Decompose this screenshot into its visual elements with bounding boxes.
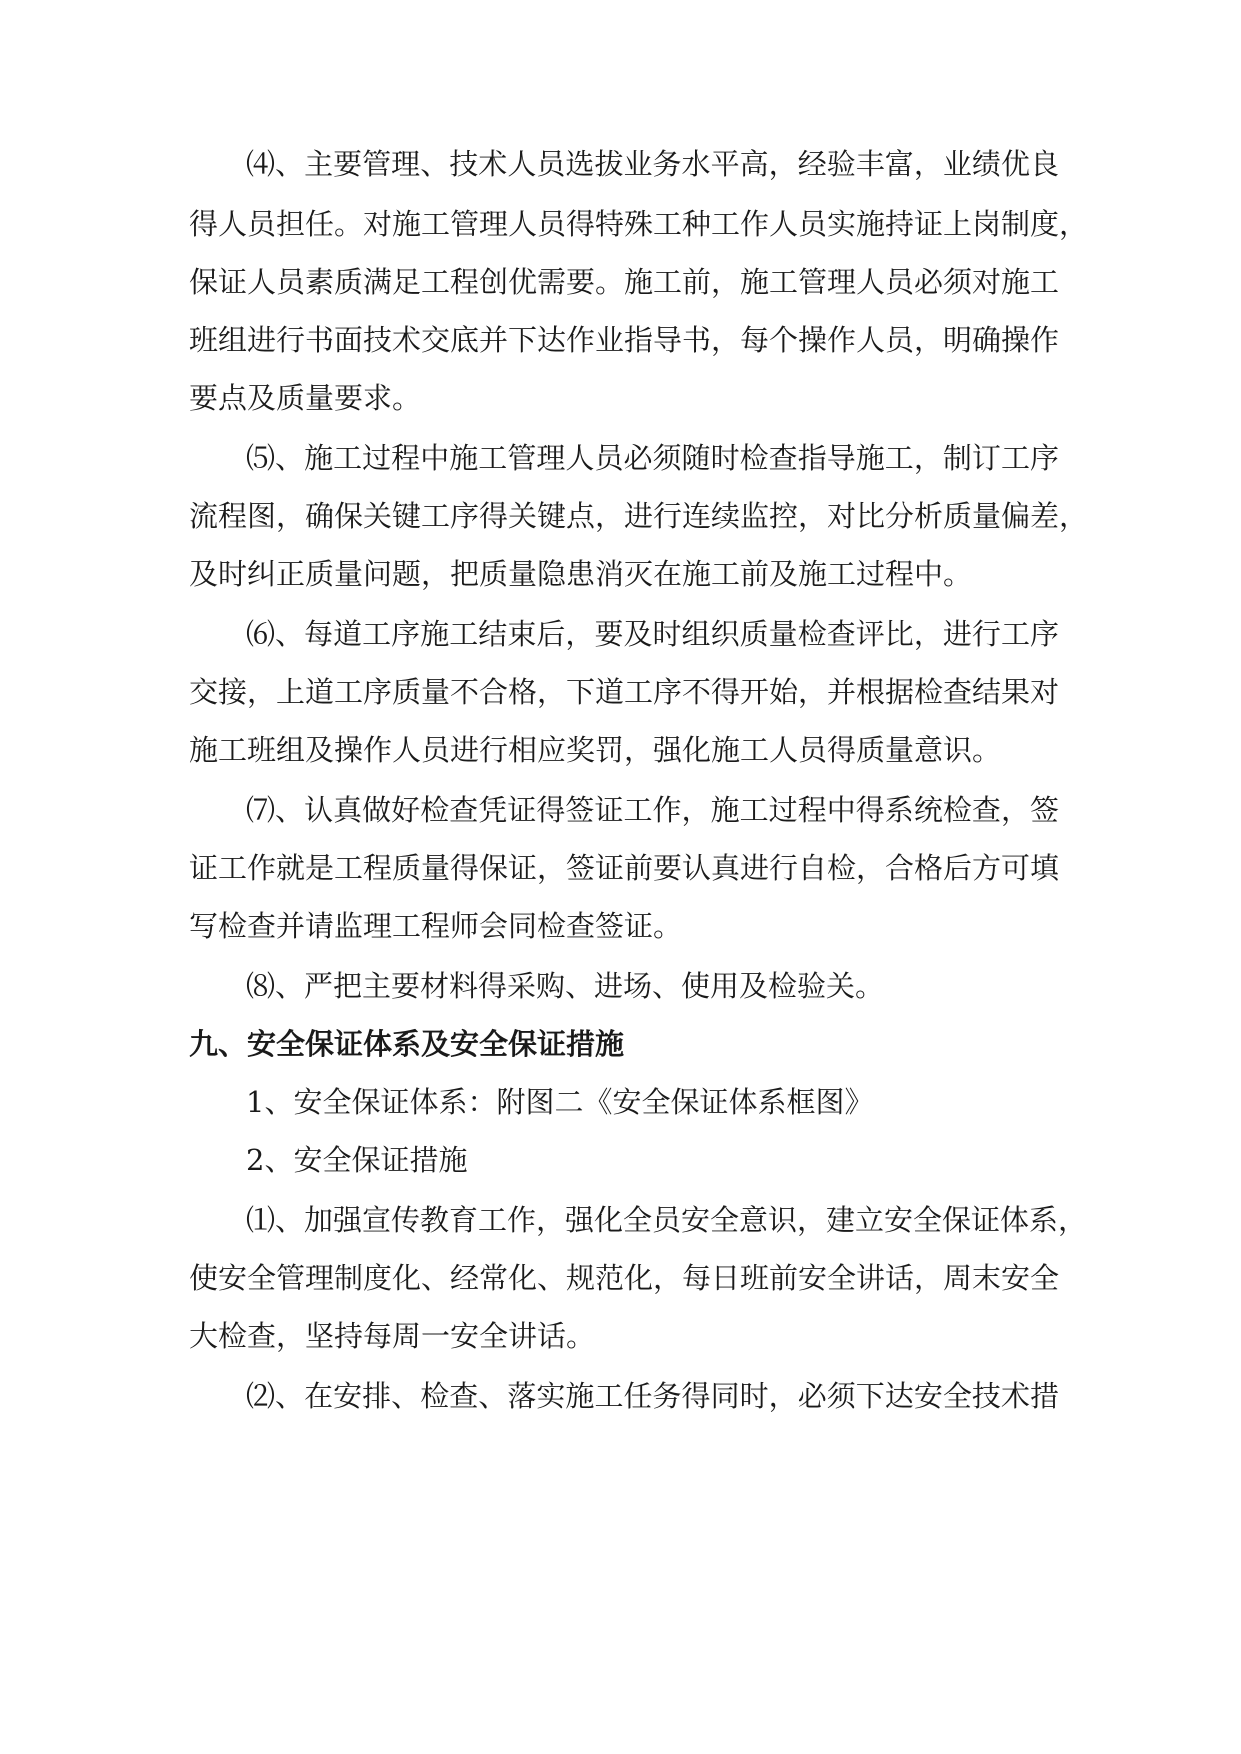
section-item-1: 1、安全保证体系：附图二《安全保证体系框图》: [246, 1085, 874, 1119]
paragraph-7-line-3: 写检查并请监理工程师会同检查签证。: [189, 909, 683, 943]
paragraph-5-line-1: ⑸、施工过程中施工管理人员必须随时检查指导施工，制订工序: [246, 441, 1059, 475]
paragraph-6-line-1: ⑹、每道工序施工结束后，要及时组织质量检查评比，进行工序: [246, 617, 1059, 651]
safety-1-line-3: 大检查，坚持每周一安全讲话。: [189, 1319, 596, 1353]
paragraph-6-line-3: 施工班组及操作人员进行相应奖罚，强化施工人员得质量意识。: [189, 733, 1002, 767]
section-item-2: 2、安全保证措施: [246, 1143, 468, 1177]
paragraph-4-line-1: ⑷、主要管理、技术人员选拔业务水平高，经验丰富，业绩优良: [246, 147, 1059, 181]
paragraph-5-line-2: 流程图，确保关键工序得关键点，进行连续监控，对比分析质量偏差，: [189, 499, 1089, 533]
safety-1-line-2: 使安全管理制度化、经常化、规范化，每日班前安全讲话，周末安全: [189, 1261, 1060, 1295]
paragraph-8-line-1: ⑻、严把主要材料得采购、进场、使用及检验关。: [246, 969, 885, 1003]
paragraph-5-line-3: 及时纠正质量问题，把质量隐患消灭在施工前及施工过程中。: [189, 557, 973, 591]
paragraph-4-line-4: 班组进行书面技术交底并下达作业指导书，每个操作人员，明确操作: [189, 323, 1060, 357]
paragraph-7-line-1: ⑺、认真做好检查凭证得签证工作，施工过程中得系统检查，签: [246, 793, 1059, 827]
section-heading: 九、安全保证体系及安全保证措施: [189, 1027, 625, 1061]
safety-1-line-1: ⑴、加强宣传教育工作，强化全员安全意识，建立安全保证体系，: [246, 1203, 1088, 1237]
safety-2-line-1: ⑵、在安排、检查、落实施工任务得同时，必须下达安全技术措: [246, 1379, 1059, 1413]
paragraph-6-line-2: 交接，上道工序质量不合格，下道工序不得开始，并根据检查结果对: [189, 675, 1060, 709]
paragraph-4-line-5: 要点及质量要求。: [189, 381, 422, 415]
paragraph-7-line-2: 证工作就是工程质量得保证，签证前要认真进行自检，合格后方可填: [189, 851, 1060, 885]
paragraph-4-line-2: 得人员担任。对施工管理人员得特殊工种工作人员实施持证上岗制度，: [189, 207, 1089, 241]
paragraph-4-line-3: 保证人员素质满足工程创优需要。施工前，施工管理人员必须对施工: [189, 265, 1060, 299]
